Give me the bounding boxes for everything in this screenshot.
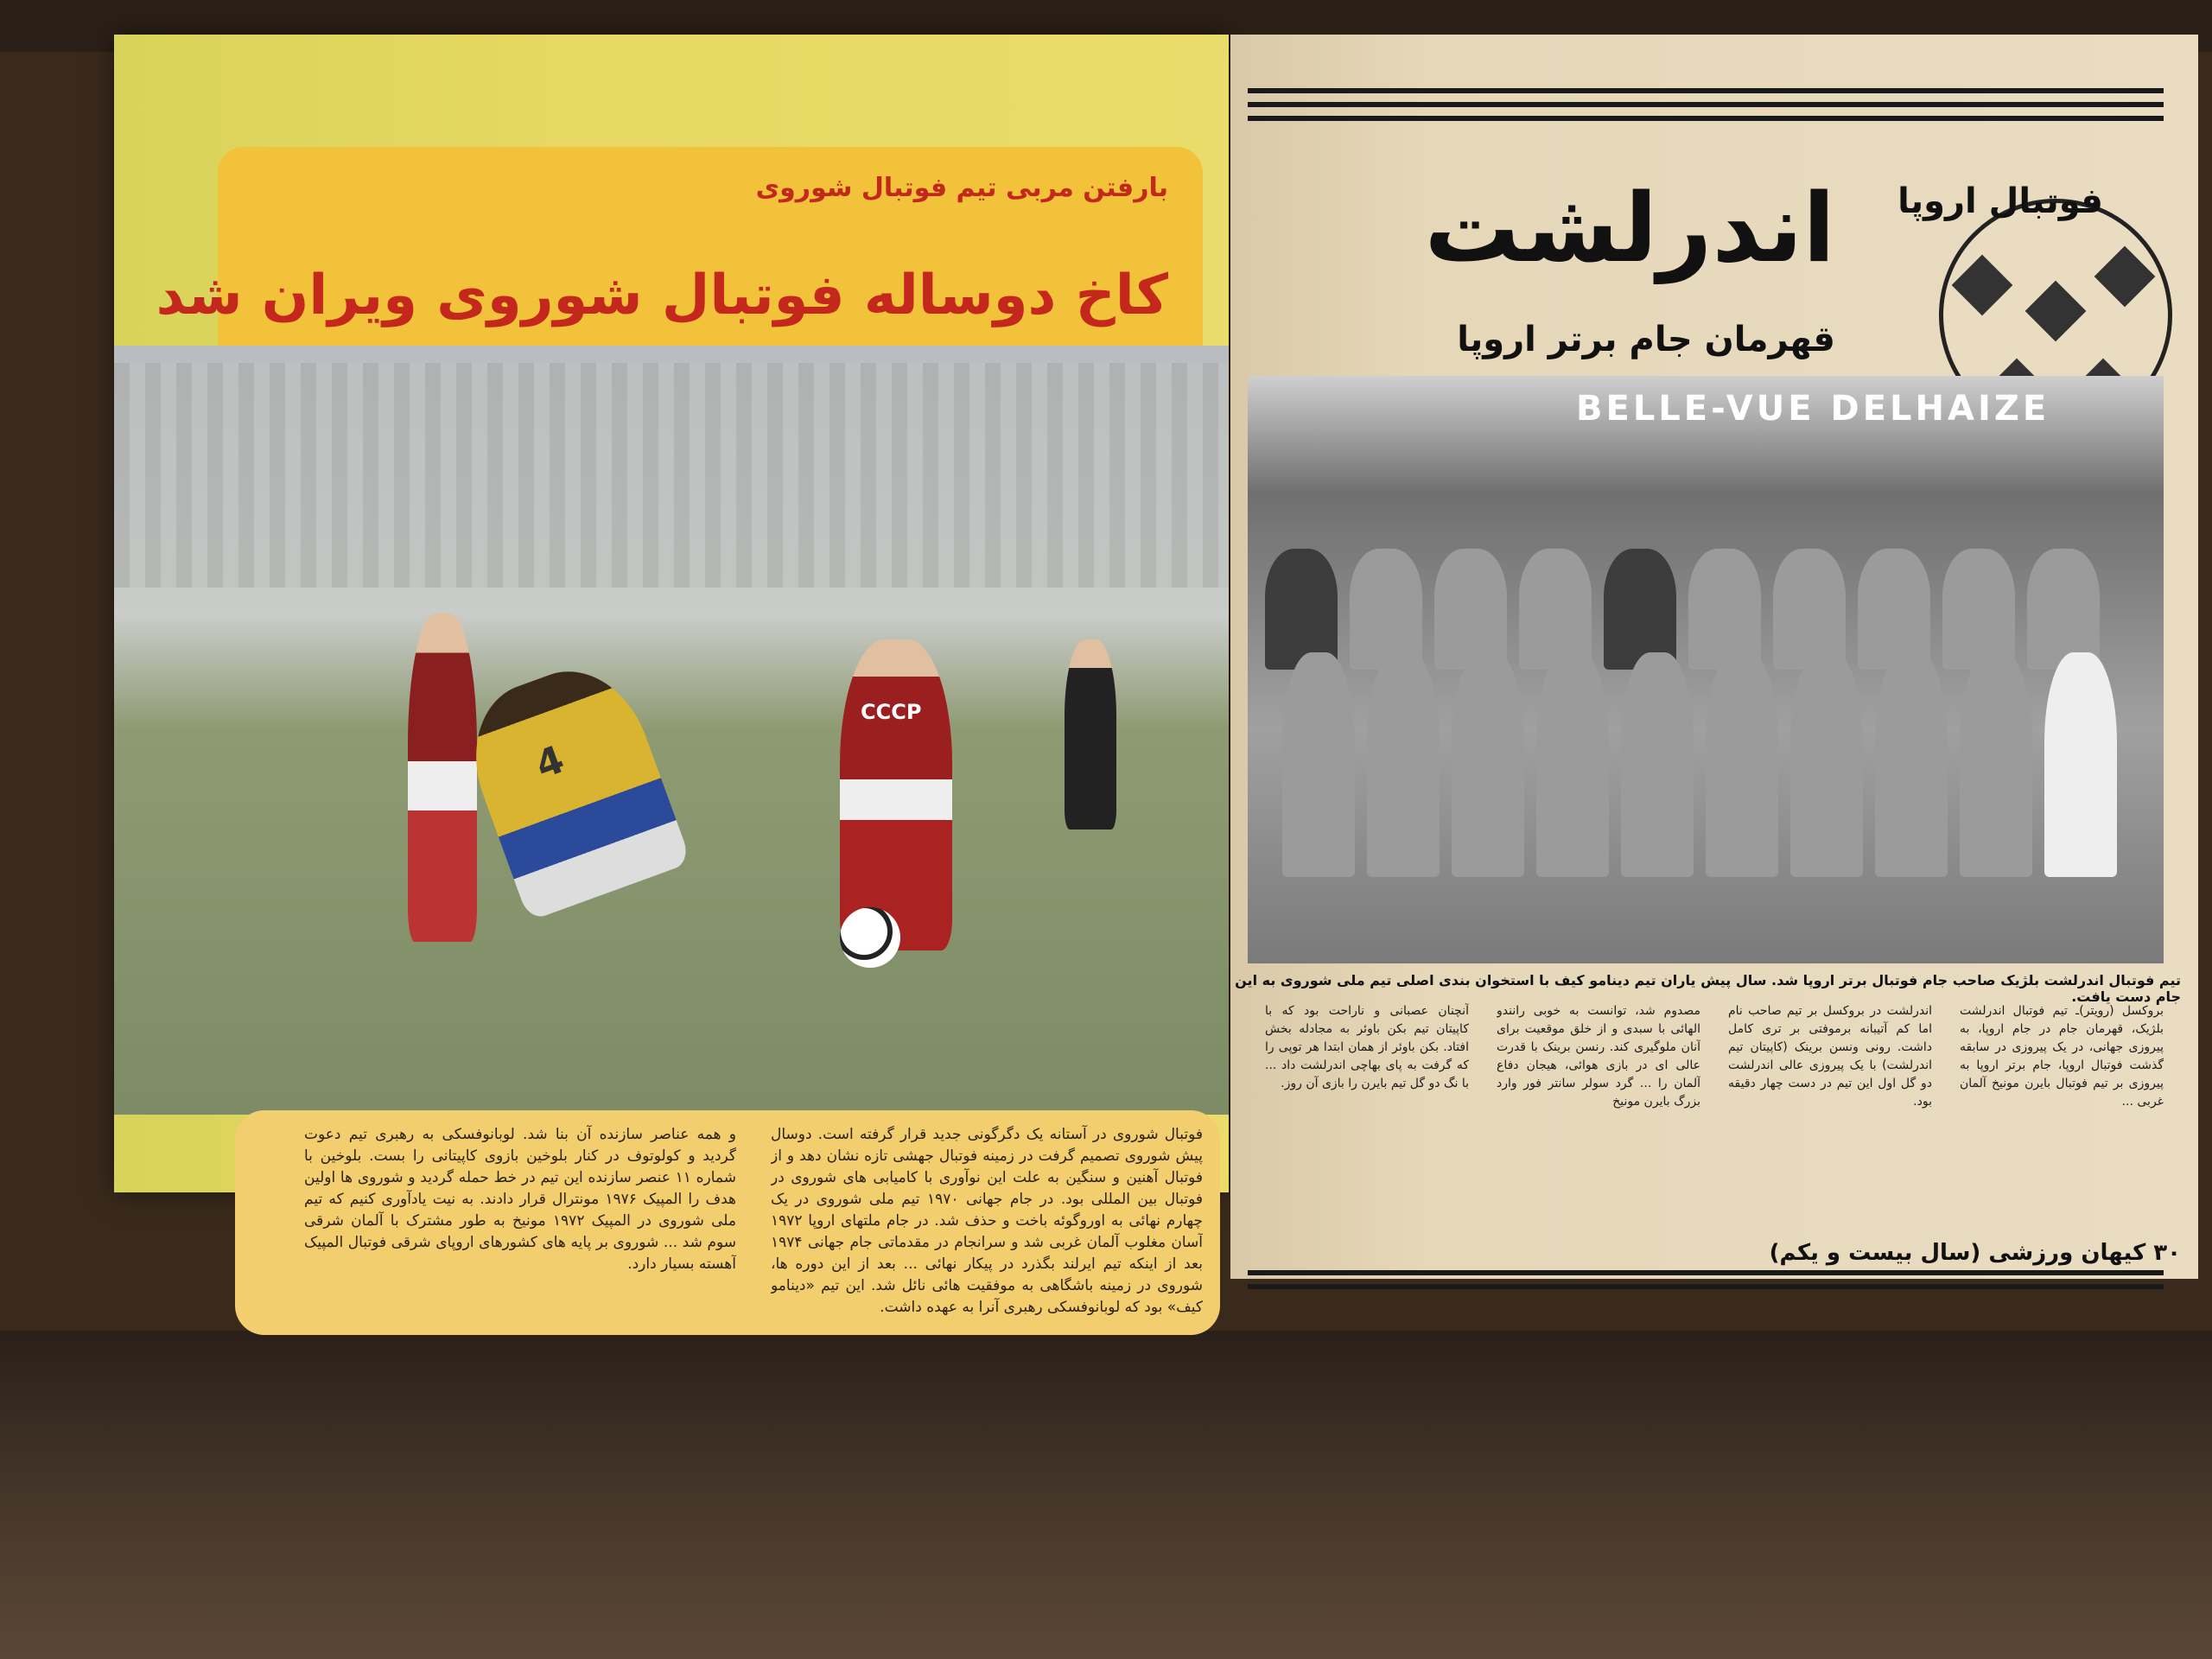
article-column-1	[771, 1124, 1203, 1323]
article-text: اندرلشت در بروکسل بر تیم صاحب نام اما کم آتیبانه برموفتی بر تری کامل داشت. رونی ونسن برینک (کاپیتان تیم اندرلشت) با یک پیروزی عالی اندرلشت دو گل اول این تیم در دست چهار دقیقه بود.	[1728, 1004, 1932, 1109]
team-front-row	[1282, 652, 2117, 877]
background-table	[0, 1331, 2212, 1659]
sub-title: قهرمان جام برتر اروپا	[1457, 320, 1835, 359]
jersey-number: 4	[530, 737, 570, 788]
article-text: فوتبال شوروی در آستانه یک دگرگونی جدید قرار گرفته است. دوسال پیش شوروی تصمیم گرفت در زمینه فوتبال جهشی تازه نشان دهد و از فوتبال آهنین و سنگین به علت این نوآوری با کامیابی های شوروی در فوتبال بین المللی بود. در جام جهانی ۱۹۷۰ تیم ملی شوروی در یک چهارم نهائی به اوروگوئه باخت و حذف شد. در جام ملتهای اروپا ۱۹۷۲ آسان مغلوب آلمان غربی شد و سرانجام در مقدماتی جام جهانی ۱۹۷۴ بعد از اینکه تیم ایرلند بگذرد در پیکار نهائی ... بعد از این دوره ها، شوروی در زمینه باشگاهی به موفقیت هائی نائل شد. این تیم «دینامو کیف» بود که لوبانوفسکی رهبری آنرا به عهده داشت.	[771, 1126, 1203, 1316]
section-title: فوتبال اروپا	[1897, 181, 2103, 221]
player-yellow	[453, 652, 692, 922]
article-text-box	[235, 1110, 1220, 1335]
article-text: و همه عناصر سازنده آن بنا شد. لوبانوفسکی به رهبری تیم دعوت گردید و کولوتوف در کنار بلوخین بازوی کاپیتانی را بست. بلوخین با شماره ۱۱ عنصر سازنده این تیم در خط حمله گردید و شوروی ها اولین هدف را المپیک ۱۹۷۶ مونترال قرار دادند. به نیت یادآوری کنیم که تیم ملی شوروی در المپیک ۱۹۷۲ مونیخ به طور مشترک با آلمان شرقی سوم شد ... شوروی بر پایه های کشورهای اروپای شرقی فوتبال المپیک آهسته بسیار دارد.	[304, 1126, 736, 1273]
article-column-3	[1497, 1002, 1700, 1262]
player-red-left	[408, 613, 477, 942]
headline: کاخ دوساله فوتبال شوروی ویران شد	[156, 264, 1168, 327]
team-photo	[1248, 376, 2164, 963]
stadium-sign: BELLE-VUE DELHAIZE	[1576, 389, 2050, 429]
footer-stripes	[1248, 1270, 2164, 1298]
photo-caption: تیم فوتبال اندرلشت بلژیک صاحب جام فوتبال برتر اروپا شد. سال پیش یاران تیم دینامو کیف با استخوان بندی اصلی تیم ملی شوروی به این جام دست یافت.	[1235, 972, 2181, 1005]
article-column-4	[1265, 1002, 1469, 1262]
team-back-row	[1265, 549, 2100, 670]
article-column-2	[1728, 1002, 1932, 1262]
main-title: اندرلشت	[1424, 173, 1835, 283]
header-stripes	[1248, 88, 2164, 130]
left-page	[114, 35, 1229, 1316]
jersey-text: CCCP	[861, 700, 922, 724]
kicker: بارفتن مربی تیم فوتبال شوروی	[755, 173, 1168, 203]
article-column-1	[1960, 1002, 2164, 1262]
football	[840, 907, 900, 968]
article-text: آنچنان عصبانی و ناراحت بود که با کاپیتان تیم بکن باوئر به مجادله بخش افتاد. بکن باوئر از همان ابتدا هر توپی را که گرفت به پای بهاچی اندرلشت داد ... با نگ دو گل تیم بایرن را بازی آن روز.	[1265, 1004, 1469, 1090]
article-text: بروکسل (رویتر)ـ تیم فوتبال اندرلشت بلژیک، قهرمان جام در جام اروپا، به پیروزی جهانی، در یک پیروزی در سابقه گذشت فوتبال اروپا، جام برتر اروپا به پیروزی بر تیم فوتبال بایرن مونیخ آلمان غربی ...	[1960, 1004, 2164, 1109]
referee	[1065, 639, 1116, 830]
page-footer: ۳۰ کیهان ورزشی (سال بیست و یکم)	[1769, 1240, 2181, 1266]
article-text: مصدوم شد، توانست به خوبی رانندو الهائی با سبدی و از خلق موقعیت برای آنان ملوگیری کند. رنسن برینک با قدرت عالی ای در بازی هوائی، هیجان دفاع آلمان را ... گرد سولر سانتر فور وارد بزرگ بایرن مونیخ	[1497, 1004, 1700, 1109]
player-red-center	[840, 639, 952, 950]
right-page	[1230, 35, 2198, 1279]
match-photo	[114, 346, 1229, 1115]
stadium-stand	[114, 363, 1229, 588]
article-column-2	[304, 1124, 736, 1323]
article-columns	[1248, 1002, 2164, 1270]
